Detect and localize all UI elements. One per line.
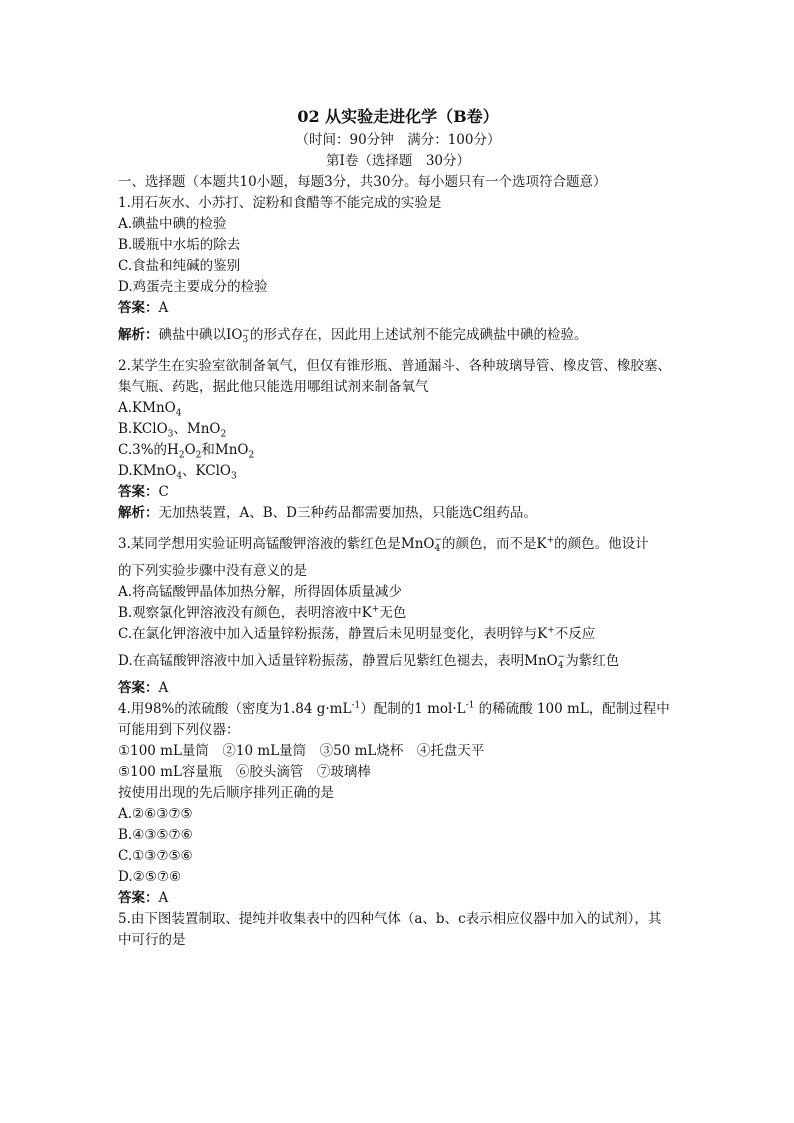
q2-opt-b-text2: 、MnO xyxy=(173,421,221,437)
q3-answer xyxy=(118,678,678,699)
q1-option-c: C.食盐和纯碱的鉴别 xyxy=(118,258,241,274)
q4-option-a: A.②⑥③⑦⑤ xyxy=(118,806,193,822)
q3-opt-d-sup: − xyxy=(557,651,566,662)
q4-stem-c: 的稀硫酸 100 mL，配制过程中 xyxy=(474,701,670,717)
q3-opt-b-text1: B.观察氯化钾溶液没有颜色，表明溶液中K xyxy=(118,605,372,621)
q5-stem-line2: 中可行的是 xyxy=(118,932,186,948)
q2-option-b xyxy=(118,419,678,440)
q3-opt-b-text2: 无色 xyxy=(379,605,407,621)
instructions: 一、选择题（本题共10小题，每题3分，共30分。每小题只有一个选项符合题意） xyxy=(118,174,607,190)
analysis-label: 解析： xyxy=(118,505,159,521)
q1-analysis xyxy=(118,325,678,346)
q1-option-a: A.碘盐中碘的检验 xyxy=(118,216,227,232)
q3-stem-sup2: + xyxy=(546,535,555,546)
q3-stem-c: 的颜色。他设计 xyxy=(554,536,649,552)
q4-order-prompt: 按使用出现的先后顺序排列正确的是 xyxy=(118,785,334,801)
q2-opt-d-text1: D.KMnO xyxy=(118,463,177,479)
q3-option-b xyxy=(118,603,678,624)
q3-option-d xyxy=(118,651,678,672)
q4-stem-line1 xyxy=(118,699,678,720)
analysis-label: 解析： xyxy=(118,327,159,343)
q1-stem: 1.用石灰水、小苏打、淀粉和食醋等不能完成的实验是 xyxy=(118,195,442,211)
document-page xyxy=(118,104,678,951)
q2-opt-c-sub1: 2 xyxy=(178,450,185,461)
q2-opt-c-sub3: 2 xyxy=(248,450,255,461)
q2-opt-c-text2: O xyxy=(184,442,196,458)
q2-stem-line1: 2.某学生在实验室欲制备氧气，但仅有锥形瓶、普通漏斗、各种玻璃导管、橡皮管、橡胶塞、 xyxy=(118,358,671,374)
q2-opt-d-sub2: 3 xyxy=(230,471,237,482)
q4-items-line2: ⑤100 mL容量瓶 ⑥胶头滴管 ⑦玻璃棒 xyxy=(118,764,371,780)
q2-opt-b-text1: B.KClO xyxy=(118,421,168,437)
q1-analysis-b: 的形式存在，因此用上述试剂不能完成碘盐中碘的检验。 xyxy=(249,327,588,343)
q2-option-d xyxy=(118,461,678,482)
q3-opt-d-text2: 为紫红色 xyxy=(565,653,620,669)
q4-option-d: D.②⑤⑦⑥ xyxy=(118,869,182,885)
q3-opt-c-text2: 不反应 xyxy=(554,626,596,642)
q4-option-b: B.④③⑤⑦⑥ xyxy=(118,827,193,843)
q4-answer xyxy=(118,888,678,909)
q3-opt-b-sup: + xyxy=(371,604,380,615)
q4-stem-line2: 可能用到下列仪器： xyxy=(118,722,240,738)
exam-meta: （时间：90分钟 满分：100分） xyxy=(295,132,501,148)
q2-opt-a-text: A.KMnO xyxy=(118,400,176,416)
q4-option-c: C.①③⑦⑤⑥ xyxy=(118,848,193,864)
q1-option-b: B.暖瓶中水垢的除去 xyxy=(118,237,241,253)
q2-opt-d-text2: 、KClO xyxy=(182,463,231,479)
q2-opt-c-sub2: 2 xyxy=(195,450,202,461)
q3-stem-line2: 的下列实验步骤中没有意义的是 xyxy=(118,563,307,579)
q1-option-d: D.鸡蛋壳主要成分的检验 xyxy=(118,279,268,295)
q4-stem-sup2: -1 xyxy=(465,700,475,711)
answer-label: 答案： xyxy=(118,680,159,696)
q1-analysis-ion-script xyxy=(242,327,250,345)
q2-option-a xyxy=(118,398,678,419)
q2-analysis xyxy=(118,503,678,524)
q4-stem-a: 4.用98%的浓硫酸（密度为1.84 g·mL xyxy=(118,701,352,717)
q2-answer xyxy=(118,482,678,503)
q1-answer-value: A xyxy=(158,300,169,316)
q2-opt-b-sub1: 3 xyxy=(167,429,174,440)
q4-items-line1: ①100 mL量筒 ②10 mL量筒 ③50 mL烧杯 ④托盘天平 xyxy=(118,743,485,759)
q3-stem-sup: − xyxy=(434,534,443,545)
q2-option-c xyxy=(118,440,678,461)
q3-stem-line1 xyxy=(118,534,678,555)
q2-opt-d-sub1: 4 xyxy=(176,471,183,482)
q3-stem-b: 的颜色，而不是K xyxy=(442,536,547,552)
q1-analysis-sup: − xyxy=(242,325,250,336)
q2-opt-c-text1: C.3%的H xyxy=(118,442,179,458)
q3-opt-c-sup: + xyxy=(547,625,555,636)
q1-analysis-sub: 3 xyxy=(242,334,249,345)
section-heading: 第Ⅰ卷（选择题 30分） xyxy=(325,153,470,169)
q4-answer-value: A xyxy=(158,890,169,906)
q3-stem-sub: 4 xyxy=(434,543,441,554)
q2-stem-line2: 集气瓶、药匙，据此他只能选用哪组试剂来制备氧气 xyxy=(118,379,429,395)
page-title: 02 从实验走进化学（B卷） xyxy=(297,107,499,126)
q3-answer-value: A xyxy=(158,680,169,696)
answer-label: 答案： xyxy=(118,890,159,906)
q1-analysis-a: 碘盐中碘以IO xyxy=(158,327,243,343)
q3-opt-d-sub: 4 xyxy=(557,660,564,671)
q2-opt-a-sub: 4 xyxy=(175,408,182,419)
answer-label: 答案： xyxy=(118,300,159,316)
q2-opt-c-text3: 和MnO xyxy=(201,442,249,458)
answer-label: 答案： xyxy=(118,484,159,500)
q3-option-a: A.将高锰酸钾晶体加热分解，所得固体质量减少 xyxy=(118,584,403,600)
q2-opt-b-sub2: 2 xyxy=(220,429,227,440)
q4-stem-b: ）配制的1 mol·L xyxy=(360,701,466,717)
q1-answer xyxy=(118,298,678,319)
q3-opt-d-text1: D.在高锰酸钾溶液中加入适量锌粉振荡，静置后见紫红色褪去，表明MnO xyxy=(118,653,558,669)
q2-answer-value: C xyxy=(158,484,169,500)
q2-analysis-text: 无加热装置，A、B、D三种药品都需要加热，只能选C组药品。 xyxy=(158,505,537,521)
q3-option-c xyxy=(118,624,678,645)
q3-stem-a: 3.某同学想用实验证明高锰酸钾溶液的紫红色是MnO xyxy=(118,536,435,552)
q5-stem-line1: 5.由下图装置制取、提纯并收集表中的四种气体（a、b、c表示相应仪器中加入的试剂），其 xyxy=(118,911,662,927)
q3-stem-ion-script xyxy=(434,536,442,554)
q3-opt-c-text1: C.在氯化钾溶液中加入适量锌粉振荡，静置后未见明显变化，表明锌与K xyxy=(118,626,548,642)
q4-stem-sup1: -1 xyxy=(351,700,361,711)
